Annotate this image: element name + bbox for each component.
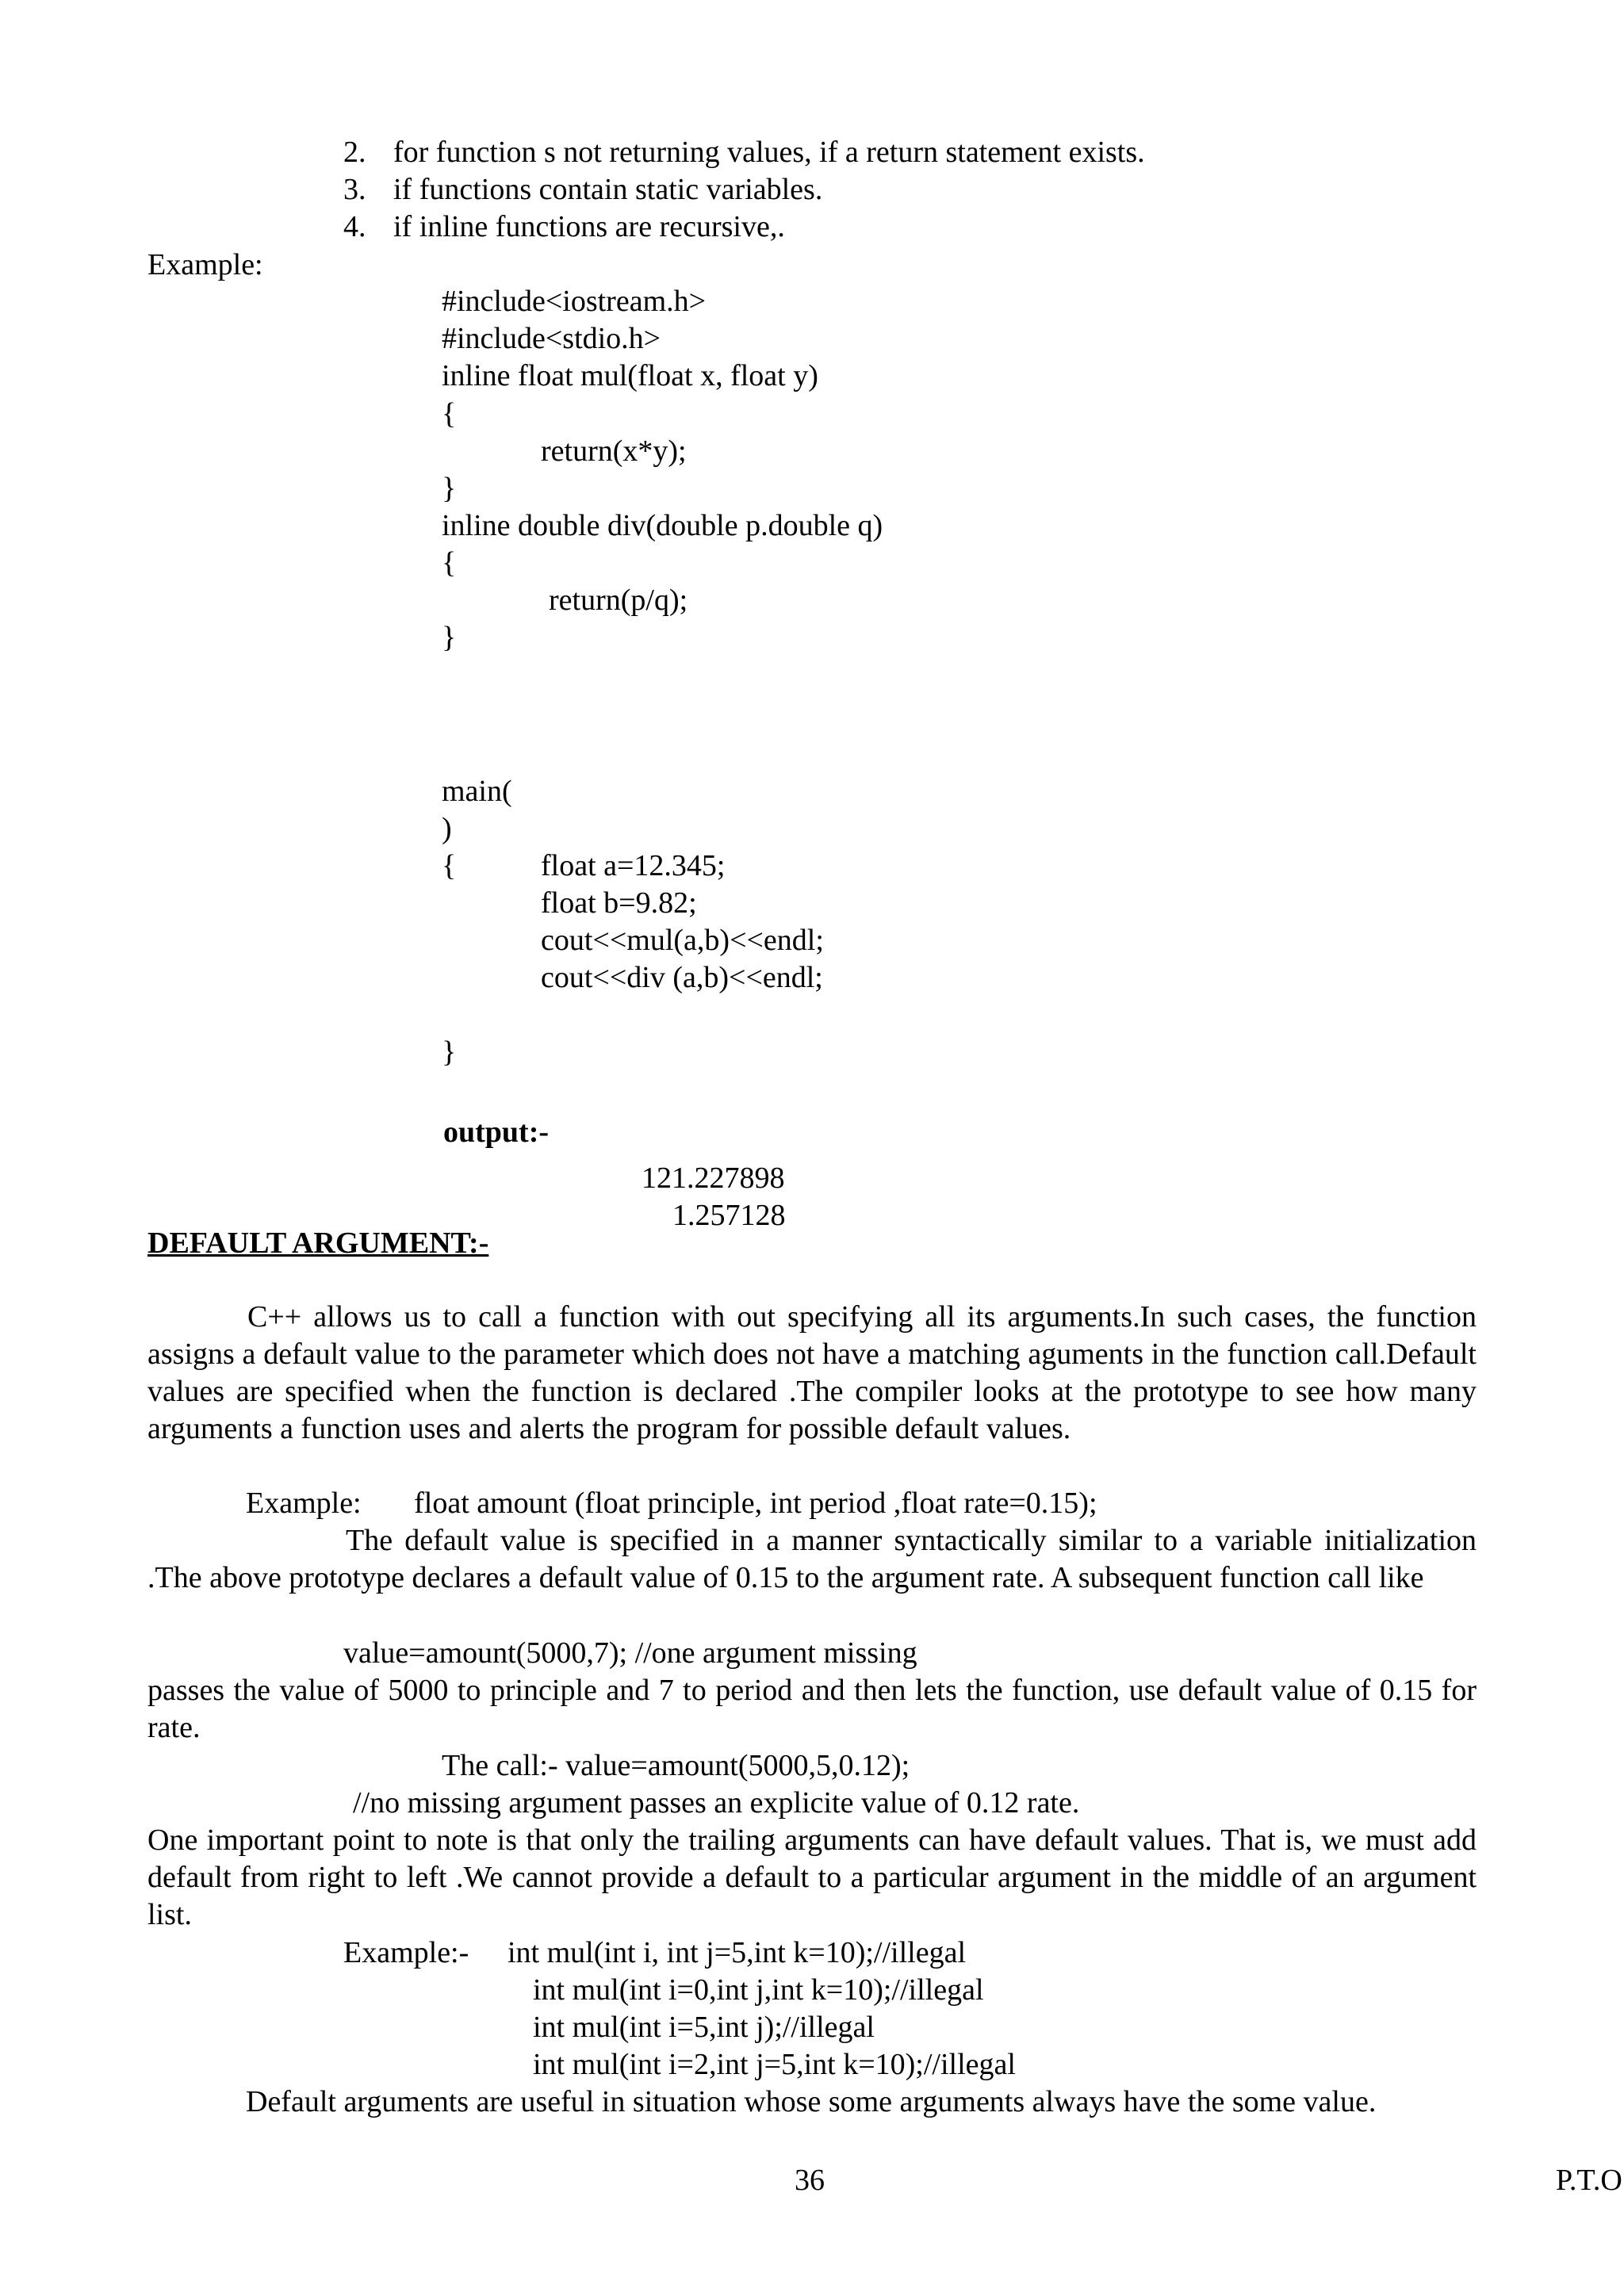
list-item-text: for function s not returning values, if a return statement exists. <box>393 136 1145 169</box>
paragraph: The default value is specified in a manner syntactically similar to a variable initialization .The above prototype declares a default value of 0.15 to the argument rate. A subsequent function call like <box>147 1524 1477 1594</box>
list-number: 2. <box>343 136 366 169</box>
paragraph: passes the value of 5000 to principle and 7 to period and then lets the function, use default value of 0.15 for rate. <box>147 1674 1477 1744</box>
list-number: 4. <box>343 210 366 243</box>
paragraph: Default arguments are useful in situation whose some arguments always have the some value. <box>246 2085 1377 2118</box>
output-label: output:- <box>443 1115 550 1149</box>
paragraph: One important point to note is that only the trailing arguments can have default values. That is, we must add default from right to left .We cannot provide a default to a particular argument in the middle of an argument list. <box>147 1823 1477 1931</box>
code-line: inline double div(double p.double q) <box>442 509 883 542</box>
page-number: 36 <box>795 2164 825 2197</box>
code-line: inline float mul(float x, float y) <box>442 359 818 392</box>
code-line: ) <box>442 812 452 845</box>
code-line: #include<stdio.h> <box>442 322 661 355</box>
code-line: { <box>442 546 457 580</box>
code-line: int mul(int i, int j=5,int k=10);//illegal <box>508 1936 966 1969</box>
code-line: cout<<div (a,b)<<endl; <box>541 961 823 994</box>
example-line: Example: float amount (float principle, int period ,float rate=0.15); <box>246 1487 1097 1520</box>
example-label: Example:- <box>343 1936 469 1969</box>
code-line: } <box>442 472 457 505</box>
list-number: 3. <box>343 173 366 206</box>
code-line: value=amount(5000,7); //one argument missing <box>343 1636 917 1670</box>
code-line: { <box>442 849 457 882</box>
section-heading: DEFAULT ARGUMENT:- <box>147 1226 489 1260</box>
code-line: return(x*y); <box>541 434 687 468</box>
code-line: #include<iostream.h> <box>442 285 707 318</box>
code-line: int mul(int i=2,int j=5,int k=10);//illegal <box>533 2048 1016 2081</box>
list-item-text: if inline functions are recursive,. <box>393 210 785 243</box>
output-value: 1.257128 <box>672 1199 786 1232</box>
code-line: int mul(int i=5,int j);//illegal <box>533 2011 875 2044</box>
code-line: { <box>442 397 457 430</box>
code-line: cout<<mul(a,b)<<endl; <box>541 924 824 957</box>
output-value: 121.227898 <box>642 1161 785 1195</box>
pto-marker: P.T.O <box>1556 2164 1622 2197</box>
example-label: Example: <box>147 248 263 281</box>
code-line: int mul(int i=0,int j,int k=10);//illegal <box>533 1973 984 2007</box>
code-line: float a=12.345; <box>541 849 726 882</box>
code-line: } <box>442 621 457 654</box>
comment-line: //no missing argument passes an explicite value of 0.12 rate. <box>353 1786 1080 1820</box>
code-line: The call:- value=amount(5000,5,0.12); <box>442 1749 910 1782</box>
code-line: return(p/q); <box>549 584 688 617</box>
code-line: float b=9.82; <box>541 886 697 920</box>
list-item-text: if functions contain static variables. <box>393 173 823 206</box>
code-line: main( <box>442 775 512 808</box>
paragraph: C++ allows us to call a function with out specifying all its arguments.In such cases, the function assigns a default value to the parameter which does not have a matching aguments in the function call.Default values are specified when the function is declared .The compiler looks at the prototype to see how many arguments a function uses and alerts the program for possible default values. <box>147 1300 1477 1445</box>
code-line: } <box>442 1035 457 1069</box>
